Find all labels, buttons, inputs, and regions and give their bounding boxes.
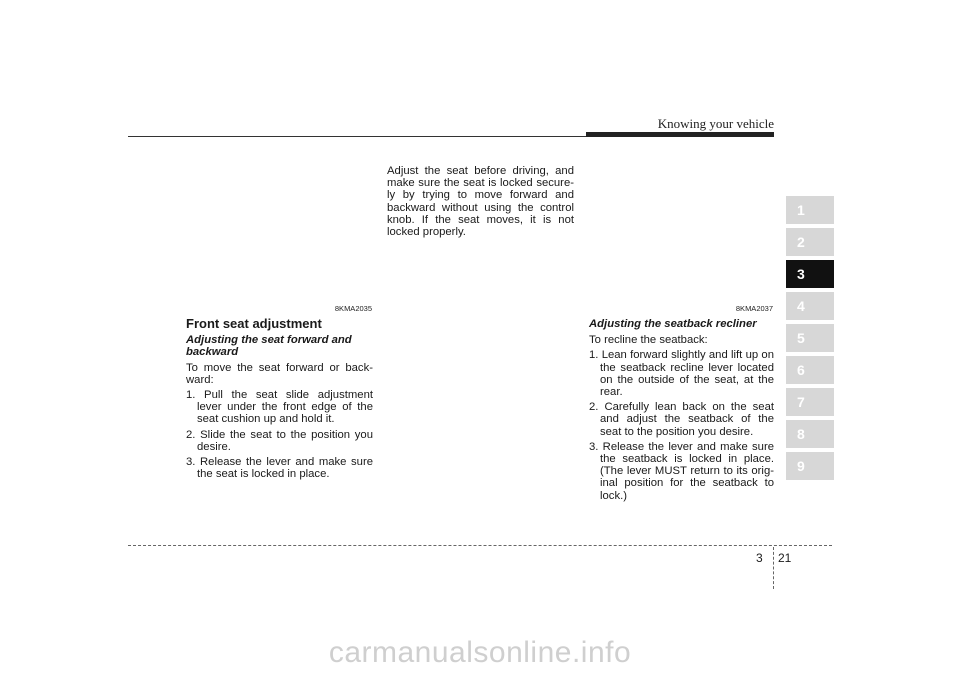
left-step-2: 2. Slide the seat to the position you desire. — [186, 428, 373, 453]
watermark: carmanualsonline.info — [328, 636, 632, 669]
header-rule — [128, 136, 586, 137]
left-step-1: 1. Pull the seat slide adjustment lever under the front edge of the seat cushion up and hold it. — [186, 389, 373, 426]
left-step-3: 3. Release the lever and make sure the seat is locked in place. — [186, 456, 373, 481]
chapter-tab-2[interactable]: 2 — [786, 228, 834, 256]
header-rule-accent — [586, 132, 774, 137]
chapter-tab-4[interactable]: 4 — [786, 292, 834, 320]
section-heading: Front seat adjustment — [186, 316, 322, 331]
right-column — [589, 318, 774, 505]
chapter-tab-3[interactable]: 3 — [786, 260, 834, 288]
chapter-tab-9[interactable]: 9 — [786, 452, 834, 480]
footer-page-number: 21 — [778, 551, 792, 565]
footer-rule — [128, 545, 832, 546]
right-step-3: 3. Release the lever and make sure the seatback is locked in place. (The lever MUST return to its orig-inal position for the seatback to lock.) — [589, 440, 774, 502]
right-intro: To recline the seatback: — [589, 334, 708, 347]
chapter-tabs — [786, 196, 834, 484]
header-title: Knowing your vehicle — [657, 116, 774, 131]
right-steps — [589, 349, 774, 501]
left-image-code: 8KMA2035 — [334, 304, 372, 313]
left-subheading: Adjusting the seat forward and backward — [186, 334, 352, 359]
left-column — [186, 318, 373, 483]
chapter-tab-8[interactable]: 8 — [786, 420, 834, 448]
right-step-1: 1. Lean forward slightly and lift up on the seatback recline lever located on the outside of the seat, at the rear. — [589, 349, 774, 399]
left-steps — [186, 389, 373, 480]
chapter-tab-6[interactable]: 6 — [786, 356, 834, 384]
footer-divider — [773, 547, 774, 589]
right-subheading: Adjusting the seatback recliner — [589, 318, 757, 330]
footer-section-number: 3 — [756, 551, 763, 565]
right-image-code: 8KMA2037 — [735, 304, 773, 313]
chapter-tab-1[interactable]: 1 — [786, 196, 834, 224]
chapter-tab-7[interactable]: 7 — [786, 388, 834, 416]
middle-note: Adjust the seat before driving, and make sure the seat is locked secure-ly by trying to move forward and backward without using the control knob. If the seat moves, it is not locked properly. — [387, 165, 574, 239]
chapter-tab-5[interactable]: 5 — [786, 324, 834, 352]
right-step-2: 2. Carefully lean back on the seat and adjust the seatback of the seat to the position you desire. — [589, 401, 774, 438]
left-intro: To move the seat forward or back-ward: — [186, 361, 373, 386]
